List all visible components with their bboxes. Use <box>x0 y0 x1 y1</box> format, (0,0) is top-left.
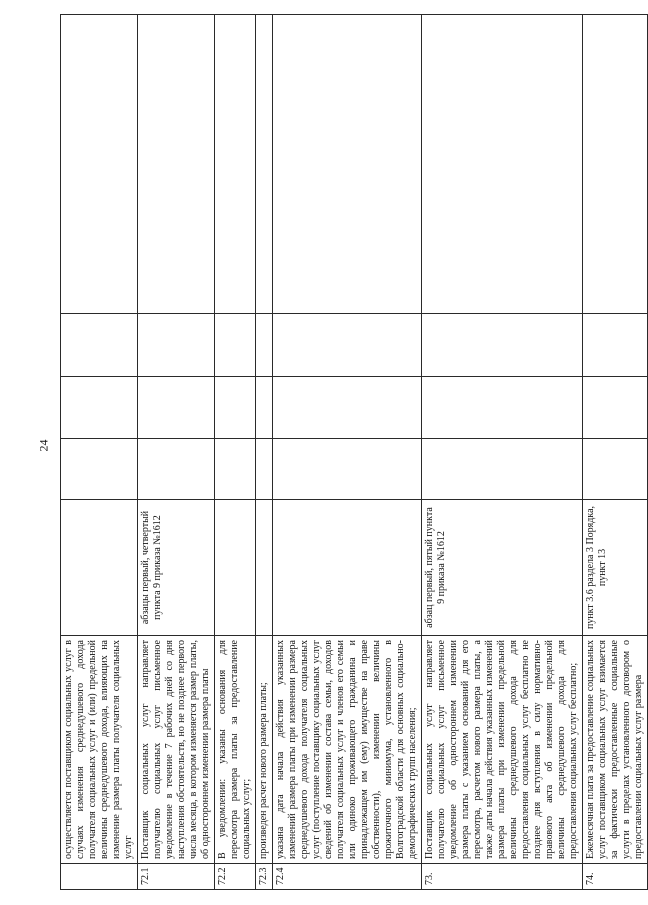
row-reference: пункт 3.6 раздела 3 Порядка, пункт 13 <box>583 500 648 636</box>
rotated-document <box>60 15 644 890</box>
table-row <box>215 15 256 890</box>
row-number: 72.1 <box>138 864 215 890</box>
empty-cell <box>422 439 583 500</box>
empty-cell <box>138 439 215 500</box>
empty-cell <box>61 377 138 439</box>
empty-cell <box>138 314 215 377</box>
empty-cell <box>273 377 422 439</box>
empty-cell <box>583 377 648 439</box>
row-reference: абзацы первый, четвертый пункта 9 приказа №1612 <box>138 500 215 636</box>
row-reference <box>61 500 138 636</box>
empty-cell <box>61 314 138 377</box>
table-row <box>422 15 583 890</box>
row-number: 74. <box>583 864 648 890</box>
row-description: произведен расчет нового размера платы; <box>256 636 273 864</box>
row-description: Ежемесячная плата за предоставление социальных услуг поставщиком социальных услуг взимается за фактически предоставленные социальные услуги в пределах установленного договором о предоставлении социальных услуг размера <box>583 636 648 864</box>
empty-cell <box>256 314 273 377</box>
empty-cell <box>583 314 648 377</box>
empty-cell <box>61 15 138 314</box>
empty-cell <box>256 15 273 314</box>
row-description: В уведомлении: указаны основания для пересмотра размера платы за предоставление социальных услуг; <box>215 636 256 864</box>
row-description: Поставщик социальных услуг направляет получателю социальных услуг письменное уведомление в течение 7 рабочих дней со дня наступления обстоятельств, но не позднее первого числа месяца, в котором изменяется размер платы, об одностороннем изменении размера платы <box>138 636 215 864</box>
table-row <box>61 15 138 890</box>
empty-cell <box>61 439 138 500</box>
empty-cell <box>215 15 256 314</box>
table-row <box>256 15 273 890</box>
empty-cell <box>256 439 273 500</box>
row-reference <box>273 500 422 636</box>
requirements-table <box>60 14 648 890</box>
empty-cell <box>583 439 648 500</box>
row-number: 72.3 <box>256 864 273 890</box>
row-reference: абзац первый, пятый пункта 9 приказа №1612 <box>422 500 583 636</box>
page-number: 24 <box>36 439 51 452</box>
row-reference <box>256 500 273 636</box>
empty-cell <box>273 439 422 500</box>
row-number: 72.2 <box>215 864 256 890</box>
empty-cell <box>583 15 648 314</box>
empty-cell <box>273 15 422 314</box>
row-reference <box>215 500 256 636</box>
empty-cell <box>256 377 273 439</box>
row-number: 72.4 <box>273 864 422 890</box>
empty-cell <box>215 314 256 377</box>
row-description: Поставщик социальных услуг направляет получателю социальных услуг письменное уведомление об одностороннем изменении размера платы с указанием оснований для его пересмотра, расчетом нового размера платы, а также даты начала действия указанных изменений размера платы при изменении предельной величины среднедушевого дохода для предоставления социальных услуг бесплатно не позднее дня вступления в силу нормативно-правового акта об изменении предельной величины среднедушевого дохода для предоставления социальных услуг бесплатно; <box>422 636 583 864</box>
empty-cell <box>215 439 256 500</box>
row-description: осуществляется поставщиком социальных услуг в случаях изменения среднедушевого дохода получателя социальных услуг и (или) предельной величины среднедушевого дохода, влияющих на изменение размера платы получателя социальных услуг <box>61 636 138 864</box>
table-row <box>273 15 422 890</box>
row-description: указана дата начала действия указанных изменений размера платы при изменении размера среднедушевого дохода получателя социальных услуг (поступление поставщику социальных услуг сведений об изменении состава семьи, доходов получателя социальных услуг и членов его семьи или одиноко проживающего гражданина и принадлежащем им (ему) имуществе на праве собственности), изменении величины прожиточного минимума, установленного в Волгоградской области для основных социально-демографических групп населения; <box>273 636 422 864</box>
table-row <box>583 15 648 890</box>
empty-cell <box>273 314 422 377</box>
row-number <box>61 864 138 890</box>
empty-cell <box>422 15 583 314</box>
empty-cell <box>422 377 583 439</box>
row-number: 73. <box>422 864 583 890</box>
empty-cell <box>215 377 256 439</box>
empty-cell <box>422 314 583 377</box>
empty-cell <box>138 377 215 439</box>
table-row <box>138 15 215 890</box>
empty-cell <box>138 15 215 314</box>
